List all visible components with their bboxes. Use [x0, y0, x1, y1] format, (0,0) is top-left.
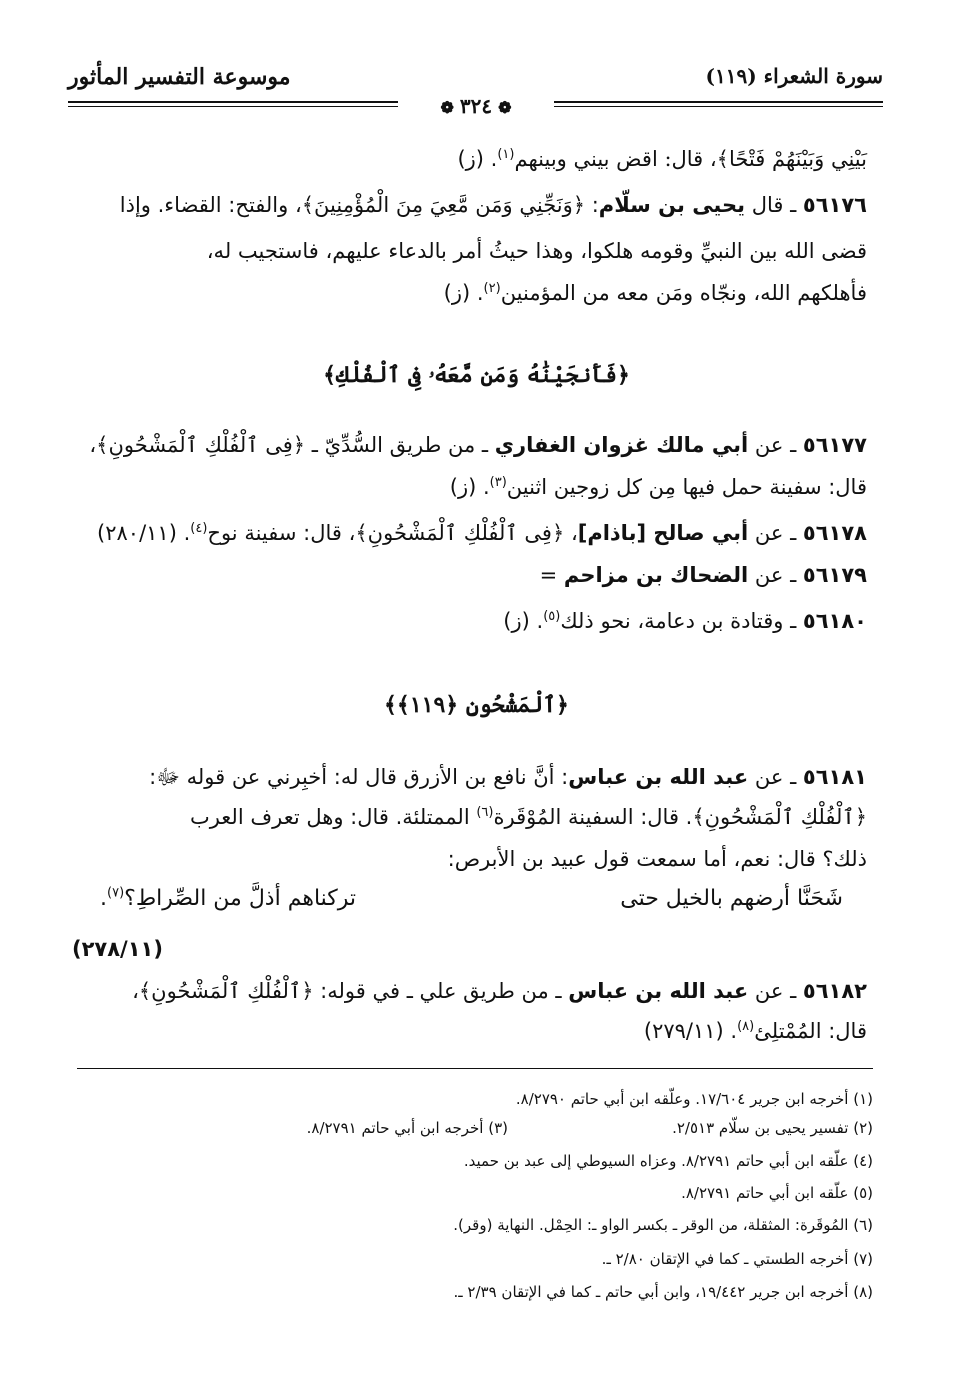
narrator-name: يحيى بن سلّام	[598, 193, 746, 217]
line-text: الممتلئة. قال: وهل تعرف العرب	[189, 805, 477, 829]
text-line	[70, 1014, 867, 1048]
line-text: ـ عن	[748, 979, 803, 1003]
line-text: ـ عن	[748, 765, 803, 789]
text-line	[70, 142, 867, 176]
line-text: قال: المُمْتلِئ	[754, 1019, 867, 1043]
narrator-name: الضحاك بن مزاحم	[563, 563, 749, 587]
poetry-verse	[100, 886, 843, 911]
line-text: ـ قال	[745, 193, 803, 217]
footnote-ref: (١)	[497, 147, 515, 162]
line-text: فأهلكهم الله، ونجّاه ومَن معه من المؤمنين	[500, 281, 867, 305]
text-line	[70, 428, 867, 462]
line-text: ﴿ٱلْفُلْكِ ٱلْمَشْحُونِ﴾. قال: السفينة المُوْقَرة	[493, 805, 867, 829]
line-text: ـ من طريق السُّدِّيّ ـ ﴿فِى ٱلْفُلْكِ ٱلْمَشْحُونِ﴾،	[89, 433, 495, 457]
athar-number: ٥٦١٧٨	[802, 521, 867, 545]
text-line	[70, 234, 867, 268]
line-text: ـ عن	[748, 521, 803, 545]
line-end: . (٢٨٠/١١)	[97, 521, 191, 545]
verse-heading: ﴿فَأَنجَيْنَٰهُ وَمَن مَّعَهُۥ فِى ٱلْفُلْكِ﴾	[323, 362, 630, 388]
footnote: (٢) تفسير يحيى بن سلّام ٢/٥١٣.	[672, 1119, 873, 1137]
line-end: . (ز)	[503, 609, 544, 633]
narrator-name: عبد الله بن عباس	[568, 979, 749, 1003]
ornament-icon: ❁	[440, 98, 454, 117]
text-line	[70, 842, 867, 876]
text-line	[70, 516, 867, 550]
verse-second-hemistich-wrap	[100, 886, 356, 911]
athar-number: ٥٦١٧٧	[802, 433, 867, 457]
line-text: قضى الله بين النبيِّ وقومه هلكوا، وهذا حيثُ أمر بالدعاء عليهم، فاستجيب له،	[206, 239, 867, 263]
text-line	[70, 188, 867, 222]
volume-reference: (٢٧٨/١١)	[72, 937, 163, 961]
athar-number: ٥٦١٨٢	[802, 979, 867, 1003]
line-text: بَيْنِي وَبَيْنَهُمْ فَتْحًا﴾، قال: اقض بيني وبينهم	[514, 147, 867, 171]
athar-number: ٥٦١٨١	[802, 765, 867, 789]
footnote-ref: (٣)	[489, 475, 507, 490]
text-line	[70, 604, 867, 638]
line-text: ـ وقتادة بن دعامة، نحو ذلك	[560, 609, 803, 633]
text-line	[72, 932, 272, 966]
line-text: : أنَّ نافع بن الأزرق قال له: أخبِرني عن قوله ﷻ:	[149, 765, 569, 789]
footnote-ref: (٤)	[190, 521, 208, 536]
verse-second-hemistich: تركناهم أذلَّ من الصِّراطِ؟	[124, 886, 357, 911]
narrator-name: أبي مالك غزوان الغفاري	[494, 433, 749, 457]
footnote-ref: (٢)	[483, 281, 501, 296]
footnote-ref: (٨)	[737, 1019, 755, 1034]
running-title-book: موسوعة التفسير المأثور	[68, 64, 291, 90]
text-line	[70, 558, 867, 592]
footnote: (١) أخرجه ابن جرير ١٧/٦٠٤. وعلّقه ابن أبي حاتم ٨/٢٧٩٠.	[515, 1090, 873, 1108]
footnote: (٨) أخرجه ابن جرير ١٩/٤٤٢، وابن أبي حاتم ـ كما في الإتقان ٢/٣٩ ـ.	[453, 1283, 873, 1301]
page-number-text: ٣٢٤	[459, 94, 493, 118]
line-end: . (ز)	[457, 147, 498, 171]
footnote-ref: (٧)	[107, 885, 125, 901]
verse-heading: ﴿ٱلْمَشْحُونِ ﴿١١٩﴾﴾	[384, 692, 569, 718]
footnote: (٦) المُوقَرة: المثقلة، من الوقر ـ بكسر الواو ـ: الحِمْل. النهاية (وقر).	[453, 1216, 873, 1234]
line-text: ذلك؟ قال: نعم، أما سمعت قول عبيد بن الأبرص:	[447, 847, 867, 871]
athar-number: ٥٦١٧٦	[802, 193, 867, 217]
footnote: (٧) أخرجه الطستي ـ كما في الإتقان ٢/٨٠ ـ.	[601, 1250, 873, 1268]
running-title-surah: سورة الشعراء (١١٩)	[705, 64, 883, 88]
footnote-rule	[77, 1068, 873, 1069]
ornament-icon: ❁	[498, 98, 512, 117]
line-text: : ﴿وَنَجِّنِي وَمَن مَّعِيَ مِنَ الْمُؤْمِنِينَ﴾، والفتح: القضاء. وإذا	[119, 193, 599, 217]
footnote: (٥) علّقه ابن أبي حاتم ٨/٢٧٩١.	[681, 1184, 873, 1202]
page-number	[398, 93, 554, 119]
line-text: قال: سفينة حمل فيها مِن كل زوجين اثنين	[506, 475, 867, 499]
line-end: . (٢٧٩/١١)	[643, 1019, 738, 1043]
footnote: (٤) علّقه ابن أبي حاتم ٨/٢٧٩١. وعزاه السيوطي إلى عبد بن حميد.	[463, 1152, 873, 1170]
narrator-name: عبد الله بن عباس	[568, 765, 749, 789]
line-end: . (ز)	[443, 281, 484, 305]
line-text: ـ عن	[748, 433, 803, 457]
line-end: .	[100, 886, 107, 911]
footnote-ref: (٦)	[476, 805, 494, 820]
text-line	[70, 470, 867, 504]
text-line	[70, 800, 867, 834]
line-text: ـ عن	[748, 563, 803, 587]
line-end: =	[539, 563, 564, 587]
footnote-ref: (٥)	[543, 609, 561, 624]
text-line	[70, 276, 867, 310]
text-line	[70, 760, 867, 794]
narrator-name: أبي صالح [باذام]	[577, 521, 749, 545]
athar-number: ٥٦١٨٠	[802, 609, 867, 633]
line-end: . (ز)	[449, 475, 490, 499]
footnote: (٣) أخرجه ابن أبي حاتم ٨/٢٧٩١.	[306, 1119, 508, 1137]
athar-number: ٥٦١٧٩	[802, 563, 867, 587]
line-text: ، ﴿فِى ٱلْفُلْكِ ٱلْمَشْحُونِ﴾، قال: سفينة نوح	[207, 521, 578, 545]
line-text: ـ من طريق علي ـ في قوله: ﴿ٱلْفُلْكِ ٱلْمَشْحُونِ﴾،	[132, 979, 569, 1003]
text-line	[70, 974, 867, 1008]
verse-first-hemistich: شَحَنَّا أرضهم بالخيل حتى	[620, 886, 843, 911]
